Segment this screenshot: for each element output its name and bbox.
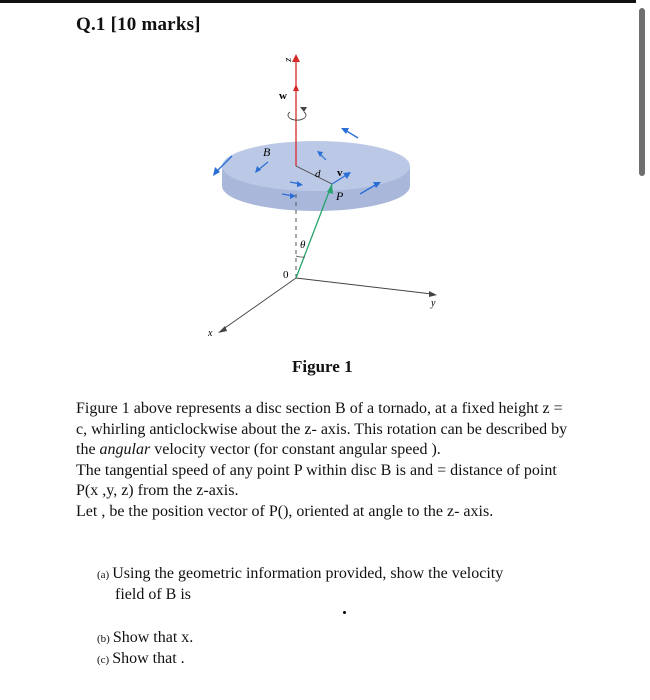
tornado-disc-figure <box>190 48 450 348</box>
label-B: B <box>263 145 271 159</box>
part-b-label: (b) <box>97 633 110 645</box>
problem-statement <box>76 399 576 522</box>
top-rule <box>0 0 640 3</box>
omega-arrowhead <box>293 84 299 91</box>
paragraph-1-emphasis: angular <box>99 441 151 458</box>
label-theta: θ <box>300 239 306 251</box>
figure-caption: Figure 1 <box>292 357 353 376</box>
label-v: v <box>337 167 343 179</box>
label-origin: 0 <box>283 269 289 281</box>
label-d: d <box>315 168 321 180</box>
part-c-text: Show that . <box>112 650 185 667</box>
label-w: w <box>279 90 287 102</box>
part-a-line-2: field of B is <box>115 586 191 603</box>
question-title: Q.1 [10 marks] <box>76 14 201 35</box>
x-axis <box>222 278 296 330</box>
rotation-indicator <box>288 112 306 120</box>
part-a-label: (a) <box>97 569 110 581</box>
y-axis <box>296 278 432 294</box>
y-axis-arrowhead <box>429 291 437 297</box>
paragraph-1-end: velocity vector (for constant angular speed ). <box>150 441 441 458</box>
part-b-text: Show that x. <box>112 629 194 646</box>
paragraph-1-start: Figure 1 above represents a disc section B of a tornado, at a fixed height z = c, whirling anticlockwise about the z- axis. This rotation can be described by the <box>76 400 568 458</box>
label-x: x <box>208 328 213 339</box>
paragraph-3: Let , be the position vector of P(), oriented at angle to the z- axis. <box>76 502 494 520</box>
stray-dot <box>343 611 346 614</box>
part-a <box>97 564 567 605</box>
label-z: z <box>283 58 294 62</box>
disc-top <box>222 141 410 191</box>
scrollbar-thumb[interactable] <box>639 8 645 176</box>
label-P: P <box>336 189 344 203</box>
paragraph-1 <box>76 399 576 461</box>
part-b <box>97 628 193 649</box>
rotation-arrowhead <box>300 107 307 112</box>
label-y: y <box>431 298 436 309</box>
paragraph-2: The tangential speed of any point P within disc B is and = distance of point P(x ,y, z) from the z-axis. <box>76 461 557 499</box>
part-c <box>97 649 185 670</box>
part-c-label: (c) <box>97 654 110 666</box>
part-a-line-1: Using the geometric information provided, show the velocity <box>112 565 504 582</box>
